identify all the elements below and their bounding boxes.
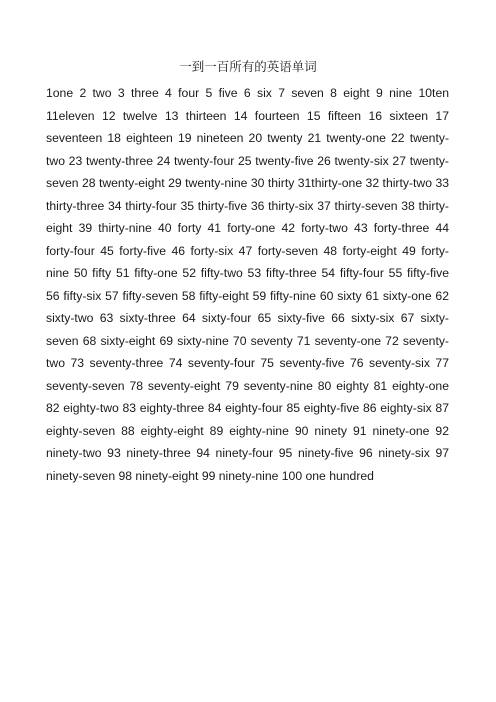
document-body: 1one 2 two 3 three 4 four 5 five 6 six 7 seven 8 eight 9 nine 10ten 11eleven 12 twelve 13 thirteen 14 fourteen 15 fifteen 16 sixteen 17 seventeen 18 eighteen 19 nineteen 20 twenty 21 twenty-one 22 twenty-two 23 twenty-three 24 twenty-four 25 twenty-five 26 twenty-six 27 twenty-seven 28 twenty-eight 29 twenty-nine 30 thirty 31thirty-one 32 thirty-two 33 thirty-three 34 thirty-four 35 thirty-five 36 thirty-six 37 thirty-seven 38 thirty-eight 39 thirty-nine 40 forty 41 forty-one 42 forty-two 43 forty-three 44 forty-four 45 forty-five 46 forty-six 47 forty-seven 48 forty-eight 49 forty-nine 50 fifty 51 fifty-one 52 fifty-two 53 fifty-three 54 fifty-four 55 fifty-five 56 fifty-six 57 fifty-seven 58 fifty-eight 59 fifty-nine 60 sixty 61 sixty-one 62 sixty-two 63 sixty-three 64 sixty-four 65 sixty-five 66 sixty-six 67 sixty-seven 68 sixty-eight 69 sixty-nine 70 seventy 71 seventy-one 72 seventy-two 73 seventy-three 74 seventy-four 75 seventy-five 76 seventy-six 77 seventy-seven 78 seventy-eight 79 seventy-nine 80 eighty 81 eighty-one 82 eighty-two 83 eighty-three 84 eighty-four 85 eighty-five 86 eighty-six 87 eighty-seven 88 eighty-eight 89 eighty-nine 90 ninety 91 ninety-one 92 ninety-two 93 ninety-three 94 ninety-four 95 ninety-five 96 ninety-six 97 ninety-seven 98 ninety-eight 99 ninety-nine 100 one hundred <box>46 86 449 483</box>
document-title: 一到一百所有的英语单词 <box>179 59 317 74</box>
